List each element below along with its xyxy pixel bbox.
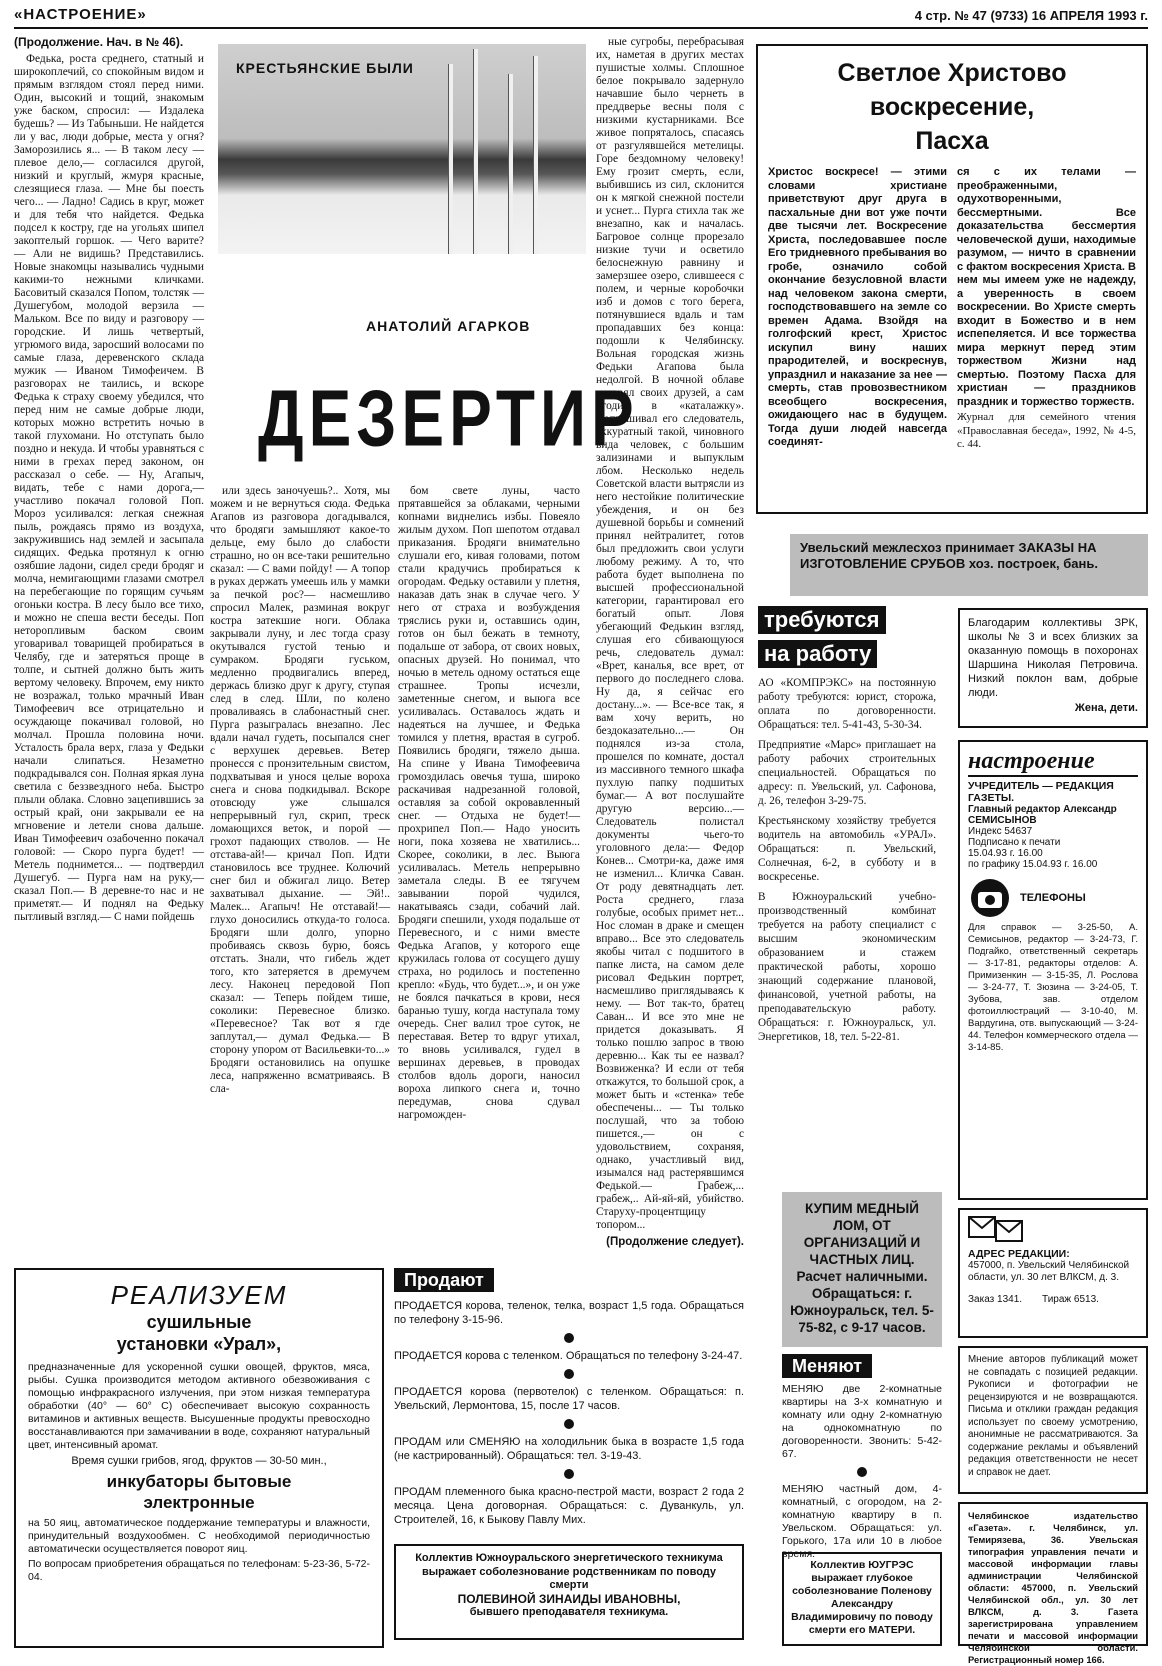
story-author: АНАТОЛИЙ АГАРКОВ [366,318,531,334]
exchange-item: МЕНЯЮ частный дом, 4-комнатный, с огородом, на 2-комнатную квартиру в п. Увельском. Обращаться: ул. Горького, 17а или 10 в любое время. [782,1483,942,1560]
realize-body: предназначенные для ускоренной сушки овощей, фруктов, мяса, рыбы. Сушка производится методом активного обезвоживания с помощью инфракрасного излучения, при этом низкая температура обработки (40° — 60° С) обеспечивает высокую сохранность витаминов и активных веществ. Высушенные продукты превосходно восстанавливаются при замачивании в воде, сохраняют натуральный цвет, интенсивный аромат. [28,1361,370,1451]
realize-sub-3: инкубаторы бытовые [106,1472,292,1491]
story-title: ДЕЗЕРТИР [258,373,639,463]
realize-body-2: на 50 яиц, автоматическое поддержание температуры и влажности, принудительный воздухообмен. С необходимой периодичностью автоматически осуществляется поворот яиц. [28,1517,370,1555]
story-column-3 [398,485,580,1260]
print-run: Тираж 6513. [1042,1294,1099,1305]
jobs-section [758,606,936,1166]
sell-item: ПРОДАЕТСЯ корова с теленком. Обращаться по телефону 3-24-47. [394,1350,743,1362]
uvelsky-ad: Увельский межлесхоз принимает ЗАКАЗЫ НА ИЗГОТОВЛЕНИЕ СРУБОВ хоз. построек, бань. [790,534,1148,596]
condolence-2: Коллектив ЮУГРЭС выражает глубокое соболезнование Поленову Александру Владимировичу по поводу смерти его МАТЕРИ. [782,1552,942,1646]
easter-text-1: Христос воскресе! — этими словами христиане приветствуют друг друга в пасхальные дни вот уже почти две тысячи лет. Воскресение Христа, последовавшее после Его тридневного пребывания во гробе, означило собой окончание безусловной власти над человеком закона смерти, господствовавшего на земле со времен Адама. Взойдя на голгофский крест, Христос искупил вину наших прародителей, и воскреснув, упразднил и наказание за нее — смерть, став провозвестником всеобщего воскресения, ожидающего нас в будущем. Тогда души людей навсегда соединят- [768,166,947,448]
issue-info: 4 стр. № 47 (9733) 16 АПРЕЛЯ 1993 г. [914,8,1148,23]
publisher-text: Челябинское издательство «Газета». г. Челябинск, ул. Темирязева, 36. Увельская типография управления печати и массовой информации главы администрации Челябинской области: 457000, п. Увельский Челябинской обл., ул. 30 лет ВЛКСМ, д. 3. Газета зарегистрирована управлением печати и массовой информации Челябинской области. Регистрационный номер 166. [968,1510,1138,1665]
easter-title-2: воскресение, [869,93,1035,121]
jobs-title-2: на работу [758,640,877,668]
story-text-4: ные сугробы, перебрасывая их, наметая в других местах пушистые холмы. Сплошное белое покрывало задернуло начавшие было чернеть в преддверье весны поля с низкими кустарниками. Все живое попряталось, спасаясь от разгулявшейся метелицы. Горе бездомному человеку! Ему грозит смерть, если, выбившись из сил, склонится он к мягкой снежной постели и уснет... Пурга стихла так же внезапно, как и началась. Багровое солнце прорезало низкие тучи и осветило белоснежную равнину и замерзшее озеро, слившееся с полем, и черные коробочки изб и домов с того берега, потянувшиеся вдаль и там пропадавших без конца: подошли к Челябинску. Вольная городская жизнь Федьки Агапова была недолгой. В ночной облаве потерял своих друзей, а сам угодил в «каталажку». Допрашивал его следователь, аккуратный такой, чиновного вида человек, с большим зализинами и выпуклым лбом. Несколько недель Советской власти вытрясли из него нестойкие политические убеждения, и он без душевной борьбы и сомнений принял нейтралитет, готов был предложить свои услуги любому режиму. А то, что работа будет выполнена по высшей профессиональной категории, гарантировал его богатый опыт. Ловя убегающий Федькин взгляд, слушая его сбивающуюся речь, следователь думал: «Врет, каналья, все врет, от первого до последнего слова. Ну да, я сейчас его достану...». — Все-все так, я вам хочу верить, но бездоказательно...— Он поднялся из-за стола, прошелся по комнате, достал из массивного темного шкафа пухлую папку подшитых бумаг.— А вот послушайте другую версию...— Следователь полистал документы чьего-то уголовного дела:— Федор Конев... Смотри-ка, даже имя не изменил... Кличка Саван. От роду девятнадцать лет. Роста среднего, глаза голубые, особых примет нет... Нос сломан в драке и смещен вправо... Все это следователь якобы читал с подшитого в папке листа, на самом деле рисовал Федькин портрет, насмешливо приглядываясь к нему. — Вот так-то, братец Саван... И все это мне не придется доказывать. Я только пошлю запрос в твою деревню... Как ты ее назвал? Возвиженка? И если от тебя откажутся, то большой срок, а может быть и «стенка» тебе обеспечены... — Ты только послушай, что за тобою пишется.,— он с удовольствием, сохраняя, однако, участливый вид, изымался над растерявшимся Федькой.— Грабеж,... грабеж,.. Ай-яй-яй, убийство. Старуху-процентщицу топором... [596,36,744,1231]
imprint-phones-title: ТЕЛЕФОНЫ [1020,892,1086,904]
imprint-box [958,740,1148,1200]
easter-article [756,44,1148,514]
order-number: Заказ 1341. [968,1294,1023,1305]
story-column-4 [596,36,744,1260]
story-text-1: Федька, роста среднего, статный и широкоплечий, со спокойным видом и прямым взглядом стоял перед ними. Один, высокий и тощий, знакомым уже баском, спросил: — Издалека будешь? — Из Табыньши. Не найдется ли у вас, люди добрые, места у огня? Заморозились я... — В таком лесу — плевое дело,— согласился другой, низкий и круглый, жмуря красные, слезящиеся глаза. — Мне бы поесть чего... — Ладно! Садись в круг, может и для тебя что найдется. Федька подсел к костру, где на угольях шипел закоптелый горшок. — Чего варите? — Али не видишь? Представились. Новые знакомцы назывались чудными какими-то нежными кличками. Басовитый сказался Попом, толстяк — Душегубом, молодой верзила — Мальком. Все по виду и разговору — городские. И лишь четвертый, угрюмого вида, заросший волосами по самые глаза, деревенского склада мужик — Иваном Тимофеичем. В разговорах не таились, и вскоре Федька к страху своему убедился, что перед ним не самые добрые люди, которых можно встретить ночью в такой глухомани. Но отступать было поздно и некуда. И чтобы уравняться с ними в грехах перед законом, он рассказал о себе. — Ну, Агапыч, видать, тебе с нами дорога,— участливо покачал головой Поп. Мороз усиливался: легкая снежная пыль, рождаясь прямо из воздуха, закружившись над землей и засыпала сидящих. Федька протянул к огню озябшие ладони, сидел среди бродяг и молча, немигающими глазами смотрел на перебегающие по горящим сучьям огоньки костра. В лесу было все тихо, и можно не спеша вести беседы. Поп неторопливым баском своим уговаривал товарищей пробираться в Челябу, где и затеряться проще в толпе, и сытней должно быть жить вертому человеку. Впрочем, ему никто не возражал, только мрачный Иван Тимофеевич все отрицательно и осуждающе покачивал головой, но молчал. Прошла половина ночи. Усталость брала верх, глаза у Федьки начали слипаться. Незаметно подкрадывался сон. Полная яркая луна светила с беззвездного неба. Быстро плыли облака. Словно зацепившись за острый край, они закрывали ее на мгновение и летели снова дальше. Иван Тимофеевич озабоченно покачал головой: — Скоро пурга будет! — Метель поднимется... — подтвердил Душегуб. — Пурга нам на руку,— сказал Поп.— В деревне-то нас и не приметят.— И поднял на Федьку пытливый взгляд.— С нами пойдешь [14,53,204,923]
job-item: Крестьянскому хозяйству требуется водитель на автомобиль «УРАЛ». Обращаться: п. Увельский, Солнечная, 6-2, в субботу и в воскресенье. [758,815,936,883]
sell-tag: Продают [394,1268,494,1292]
address-box [958,1208,1148,1338]
imprint-founder: УЧРЕДИТЕЛЬ — РЕДАКЦИЯ ГАЗЕТЫ. [968,780,1114,804]
thanks-text: Благодарим коллективы ЗРК, школы № 3 и всех близких за оказанную помощь в похоронах Шаршина Николая Петровича. Низкий поклон вам, добрые люди. [968,617,1138,699]
story-column-2 [210,485,390,1260]
condolence-1-name: ПОЛЕВИНОЙ ЗИНАИДЫ ИВАНОВНЫ, [457,1591,681,1606]
imprint-index: Индекс 54637 [968,826,1033,837]
easter-title-1: Светлое Христово [837,59,1067,87]
imprint-phones: Для справок — 3-25-50, А. Семисынов, редактор — 3-24-73, Г. Подгайко, ответственный секретарь — 3-17-81, редакторы отделов: А. Примизенкин — 3-15-35, Л. Рослова — 3-24-77, Т. Зюзина — 3-24-05, Т. Зубова, зав. отделом фотоиллюстраций — 3-10-40, М. Вардугина, отв. выпускающий — 3-24-44. Телефон коммерческого отдела — 3-14-85. [968,922,1138,1053]
job-item: АО «КОМПРЭКС» на постоянную работу требуются: юрист, сторожа, оплата по договоренности. Обращаться: тел. 5-41-43, 5-30-34. [758,677,936,731]
story-rubric: КРЕСТЬЯНСКИЕ БЫЛИ [236,60,414,76]
disclaimer-box [958,1346,1148,1494]
bullet-dot-icon [564,1333,574,1343]
realize-sub-2: установки «Урал», [116,1334,282,1354]
story-to-be-continued: (Продолжение следует). [606,1236,744,1248]
realize-sub-4: электронные [143,1493,255,1512]
bullet-dot-icon [564,1419,574,1429]
publisher-box [958,1502,1148,1665]
imprint-schedule: по графику 15.04.93 г. 16.00 [968,859,1098,870]
paper-name: «НАСТРОЕНИЕ» [14,6,147,23]
sell-item: ПРОДАЕТСЯ корова (первотелок) с теленком. Обращаться: п. Увельский, Лермонтова, 15, после 17 часов. [394,1386,744,1412]
story-text-2: или здесь заночуешь?.. Хотя, мы можем и не вернуться сюда. Федька Агапов из разговора догадывался, что бродяги замышляют какое-то дельце, ему было до слабости страшно, но он все-таки решительно сказал: — С вами пойду! — А топор в руках держать умеешь иль у мамки за печкой рос?— насмешливо спросил Малек, разминая вокруг костра затекшие ноги. Облака закрывали луну, и лес тогда сразу окутывался густой тенью и сумраком. Бродяги гуськом, медленно продвигались вперед, держась близко друг к другу, ступая след в след. Шли, по колено проваливаясь в слабонастный снег. Пурга разыгралась внезапно. Лес вдали начал гудеть, посыпался снег с верхушек деревьев. Ветер пронесся с пронзительным свистом, подхватывая и унося целые вороха снега и снова подкидывал. Вскоре отовсюду уже слышался непрерывный гул, скрип, треск ломающихся веток, и порой — грохот падающих стволов. — Не отстава-ай!— кричал Поп. Идти становилось все труднее. Колючий снег бил и обжигал лицо. Ветер захватывал дыхание. — Эй!.. Малек... Агапыч! Не отставай!— глухо доносились откуда-то голоса. Бродяги шли долго, упорно пробиваясь сквозь бурю, боясь отстать. Знали, что гибель ждет того, кто затеряется в дремучем лесу. Наконец передовой Поп сказал: — Теперь пойдем тише, соколики: Перевесное близко. «Перевесное? Так вот я где заплутал,— думал Федька.— В сторону упором от Васильевки-то...» Бродяги остановились на опушке леса, напряженно всматриваясь. В сла- [210,485,390,1095]
condolence-1 [394,1544,744,1640]
address-text: 457000, п. Увельский Челябинской области, ул. 30 лет ВЛКСМ, д. 3. [968,1260,1130,1283]
envelope-icon [968,1216,1024,1242]
sell-item: ПРОДАМ или СМЕНЯЮ на холодильник быка в возрасте 1,5 года (не кастрированный). Обращаться: тел. 3-19-43. [394,1436,744,1462]
job-item: В Южноуральский учебно-производственный комбинат требуется на работу специалист с высшим экономическим образованием и стажем практической работы, хорошо знающий содержание плановой, финансовой, учетной работы, на преподавательскую работу. Обращаться: г. Южноуральск, ул. Энергетиков, 18, тел. 5-22-81. [758,891,936,1043]
realize-time: Время сушки грибов, ягод, фруктов — 30-50 мин., [71,1455,327,1467]
exchange-tag: Меняют [782,1354,872,1378]
bullet-dot-icon [564,1369,574,1379]
telephone-icon [968,878,1012,918]
bullet-dot-icon [857,1467,867,1477]
exchange-item: МЕНЯЮ две 2-комнатные квартиры на 3-х комнатную и комнату или одну 2-комнатную на однокомнатную по договоренности. Звонить: 5-42-67. [782,1383,942,1460]
condolence-1-text: Коллектив Южноуральского энергетического техникума выражает соболезнование родственникам по поводу смерти [415,1552,723,1591]
imprint-editor: Главный редактор Александр СЕМИСЫНОВ [968,804,1117,826]
bullet-dot-icon [564,1469,574,1479]
thanks-notice [958,608,1148,728]
sell-item: ПРОДАЕТСЯ корова, теленок, телка, возраст 1,5 года. Обращаться по телефону 3-15-96. [394,1300,744,1326]
easter-title-3: Пасха [915,127,989,155]
imprint-signed: Подписано к печати [968,837,1061,848]
job-item: Предприятие «Марс» приглашает на работу рабочих строительных специальностей. Обращаться по адресу: п. Увельский, ул. Сафонова, д. 26, телефон 3-29-75. [758,739,936,807]
copper-ad: КУПИМ МЕДНЫЙ ЛОМ, ОТ ОРГАНИЗАЦИЙ И ЧАСТНЫХ ЛИЦ. Расчет наличными. Обращаться: г. Южноуральск, тел. 5-75-82, с 9-17 часов. [782,1192,942,1347]
sell-item: ПРОДАМ племенного быка красно-пестрой масти, возраст 2 года 2 месяца. Цена договорная. Обращаться: с. Дуванкуль, ул. Строителей, 16, к Быкову Павлу Мих. [394,1486,744,1526]
address-title: АДРЕС РЕДАКЦИИ: [968,1248,1070,1260]
exchange-section [782,1356,942,1560]
realize-title: РЕАЛИЗУЕМ [110,1280,288,1310]
disclaimer-text: Мнение авторов публикаций может не совпадать с позицией редакции. Рукописи и фотографии не рецензируются и не возвращаются. Письма и отклики граждан редакция использует по своему усмотрению, анонимные не рассматриваются. За содержание рекламы и объявлений редакция ответственности не несет и справок не дает. [968,1354,1138,1478]
realize-sub-1: сушильные [146,1312,252,1332]
realize-ad [14,1268,384,1648]
imprint-actual: 15.04.93 г. 16.00 [968,848,1043,859]
realize-contact: По вопросам приобретения обращаться по телефонам: 5-23-36, 5-72-04. [28,1558,370,1583]
jobs-title-1: требуются [758,606,886,634]
imprint-logo: настроение [968,748,1138,777]
story-continued: (Продолжение. Нач. в № 46). [14,35,184,49]
easter-text-2: ся с их телами — преображенными, одухотворенными, бессмертными. Все доказательства бессмертия человеческой души, находимые разумом, — ничто в сравнении с фактом воскресения Христа. В нем мы имеем уже не надежду, а уверенность в своем воскресении. Во Христе смерть входит в Божество и в нем испепеляется. И все торжества мира меркнут перед этим торжеством Жизни над смертью. Поэтому Пасха для христиан — праздников праздник и торжество торжеств. [957,166,1136,408]
story-text-3: бом свете луны, часто прятавшейся за облаками, черными копнами виднелись избы. Повеяло жилым духом. Поп шепотом отдавал приказания. Бродяги внимательно слушали его, кивая головами, потом стали крадучись пробираться к огородам. Федьку оставили у плетня, наказав дать знак в случае чего. У него от страха и возбуждения тряслись руки и, оставшись один, готов он был бежать в темноту, подальше от забора, от своих новых, опасных друзей. Но понимал, что ночью в метель одному остаться еще страшнее. Тропы исчезли, заметенные снегом, и выюга все усиливалась. Оставалось ждать и надеяться на лучшее, и Федька томился у плетня, врастая в сугроб. Появились бродяги, тяжело дыша. На спине у Ивана Тимофеевича громоздилась овечья туша, широко раскачивая надрезанной головой, оставляя за собой окровавленный снег. — Отдыха не будет!— прохрипел Поп.— Надо уносить ноги, пока хозяева не хватились... Скорее, соколики, в лес. Выюга усиливалась. Метель непрерывно заметала следы. В ее тягучем завывании порой чудился, накатываясь сзади, собачий лай. Бродяги спешили, уходя подальше от Перевесного, и с ними вместе Федька Агапов, у которого еще кружилась голова от сосущего душу страха, но родилось и постепенно крепло: «Будь, что будет...», и он уже не боялся пачкаться в крови, неся баранью тушу, когда наступала тому очередь. Снег валил трое суток, не переставая. Ветер то вдруг утихал, то вновь усиливался, гудел в вершинах деревьев, в проводах столбов вдоль дороги, наносил вороха липкого снега и, точно передумав, снова сдувал нагроможден- [398,485,580,1121]
thanks-sign: Жена, дети. [1074,702,1138,714]
sell-section [394,1270,744,1535]
easter-source: Журнал для семейного чтения «Православная беседа», 1992, № 4-5, с. 44. [957,411,1136,450]
story-column-1 [14,36,204,1260]
header-rule [14,27,1148,29]
condolence-1-role: бывшего преподавателя техникума. [469,1606,669,1618]
